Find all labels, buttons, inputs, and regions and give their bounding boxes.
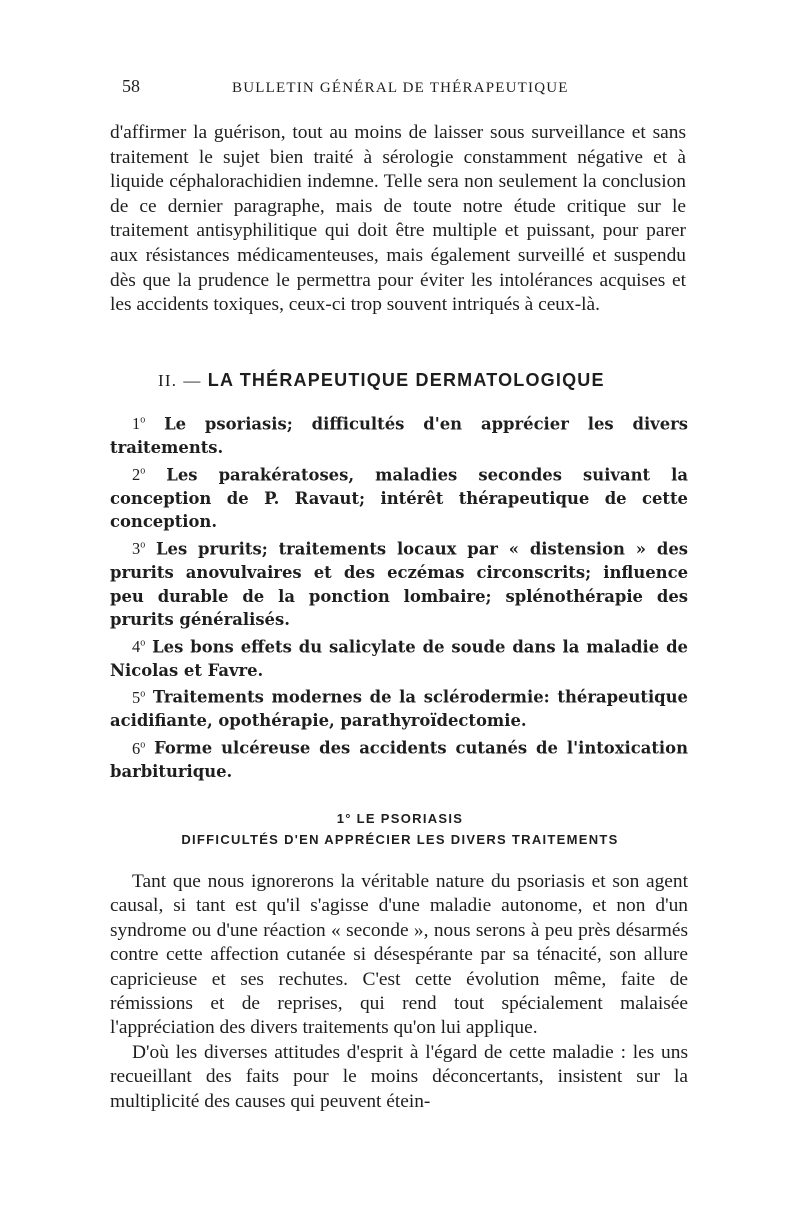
summary-item: [110, 460, 688, 534]
summary-item-text: Les bons effets du salicylate de soude dans la maladie de Nicolas et Favre.: [110, 637, 688, 680]
summary-item: [110, 534, 688, 632]
page-number: 58: [122, 76, 140, 96]
summary-item-ordinal: o: [140, 415, 146, 426]
summary-item-text: Traitements modernes de la sclérodermie: thérapeutique acidifiante, opothérapie, parathyroïdectomie.: [110, 687, 688, 731]
summary-item-number: 4: [132, 637, 141, 657]
summary-item-text: Le psoriasis; difficultés d'en apprécier les divers traitements.: [110, 414, 688, 458]
intro-text: d'affirmer la guérison, tout au moins de laisser sous surveillance et sans traitement le sujet bien traité à sérologie constamment négative et à liquide céphalorachidien indemne. Telle sera non seulement la conclusion de ce dernier paragraphe, mais de toute notre étude critique sur le traitement antisyphilitique qui doit être multiple et puissant, pour parer aux résistances médicamenteuses, mais également surveillé et suspendu dès que la prudence le permettra pour éviter les intolérances acquises et les accidents toxiques, ceux-ci trop souvent intriqués à ceux-là.: [110, 122, 686, 316]
subsection-heading: 1° LE PSORIASIS: [336, 811, 464, 826]
section-title: LA THÉRAPEUTIQUE DERMATOLOGIQUE: [207, 370, 605, 390]
summary-item-text: Les prurits; traitements locaux par « distension » des prurits anovulvaires et des eczémas circonscrits; influence peu durable de la ponction lombaire; splénothérapie des prurits généralisés.: [110, 539, 688, 630]
intro-paragraph: [110, 121, 686, 318]
section-roman-numeral: II.: [158, 371, 178, 390]
summary-item-number: 3: [132, 539, 141, 559]
subsection-subtitle: DIFFICULTÉS D'EN APPRÉCIER LES DIVERS TRAITEMENTS: [181, 832, 619, 847]
summary-item: [110, 632, 688, 683]
summary-item-ordinal: o: [140, 739, 146, 751]
summary-item: [110, 682, 688, 733]
summary-item: [110, 733, 688, 784]
body-paragraph: D'où les diverses attitudes d'esprit à l'égard de cette maladie : les uns recueillant des faits pour le moins déconcertants, insistent sur la multiplicité des causes qui peuvent étein-: [110, 1041, 688, 1112]
summary-item-text: Forme ulcéreuse des accidents cutanés de l'intoxication barbiturique.: [110, 738, 688, 782]
summary-item-text: Les parakératoses, maladies secondes suivant la conception de P. Ravaut; intérêt thérapeutique de cette conception.: [110, 465, 688, 532]
summary-item-number: 2: [132, 465, 141, 485]
summary-item: [110, 409, 688, 460]
summary-item-number: 1: [132, 414, 141, 434]
running-title: BULLETIN GÉNÉRAL DE THÉRAPEUTIQUE: [232, 80, 569, 96]
body-text: [110, 870, 688, 1114]
body-paragraph: Tant que nous ignorerons la véritable nature du psoriasis et son agent causal, si tant est qu'il s'agisse d'une maladie autonome, et non d'un syndrome ou d'une réaction « seconde », nous serons à peu près désarmés contre cette affection cutanée si désespérante par sa ténacité, son allure capricieuse et ses rechutes. C'est cette évolution même, faite de rémissions et de reprises, qui rend tout spécialement malaisée l'appréciation des divers traitements qu'on lui applique.: [110, 871, 688, 1039]
summary-item-ordinal: o: [140, 637, 146, 649]
summary-item-ordinal: o: [140, 688, 146, 700]
summary-item-ordinal: o: [140, 539, 146, 551]
section-dash: —: [183, 371, 202, 390]
summary-item-number: 5: [132, 687, 141, 707]
section-heading: [158, 370, 698, 391]
section-summary-list: [110, 409, 688, 784]
summary-item-number: 6: [132, 738, 141, 758]
summary-item-ordinal: o: [140, 465, 146, 477]
